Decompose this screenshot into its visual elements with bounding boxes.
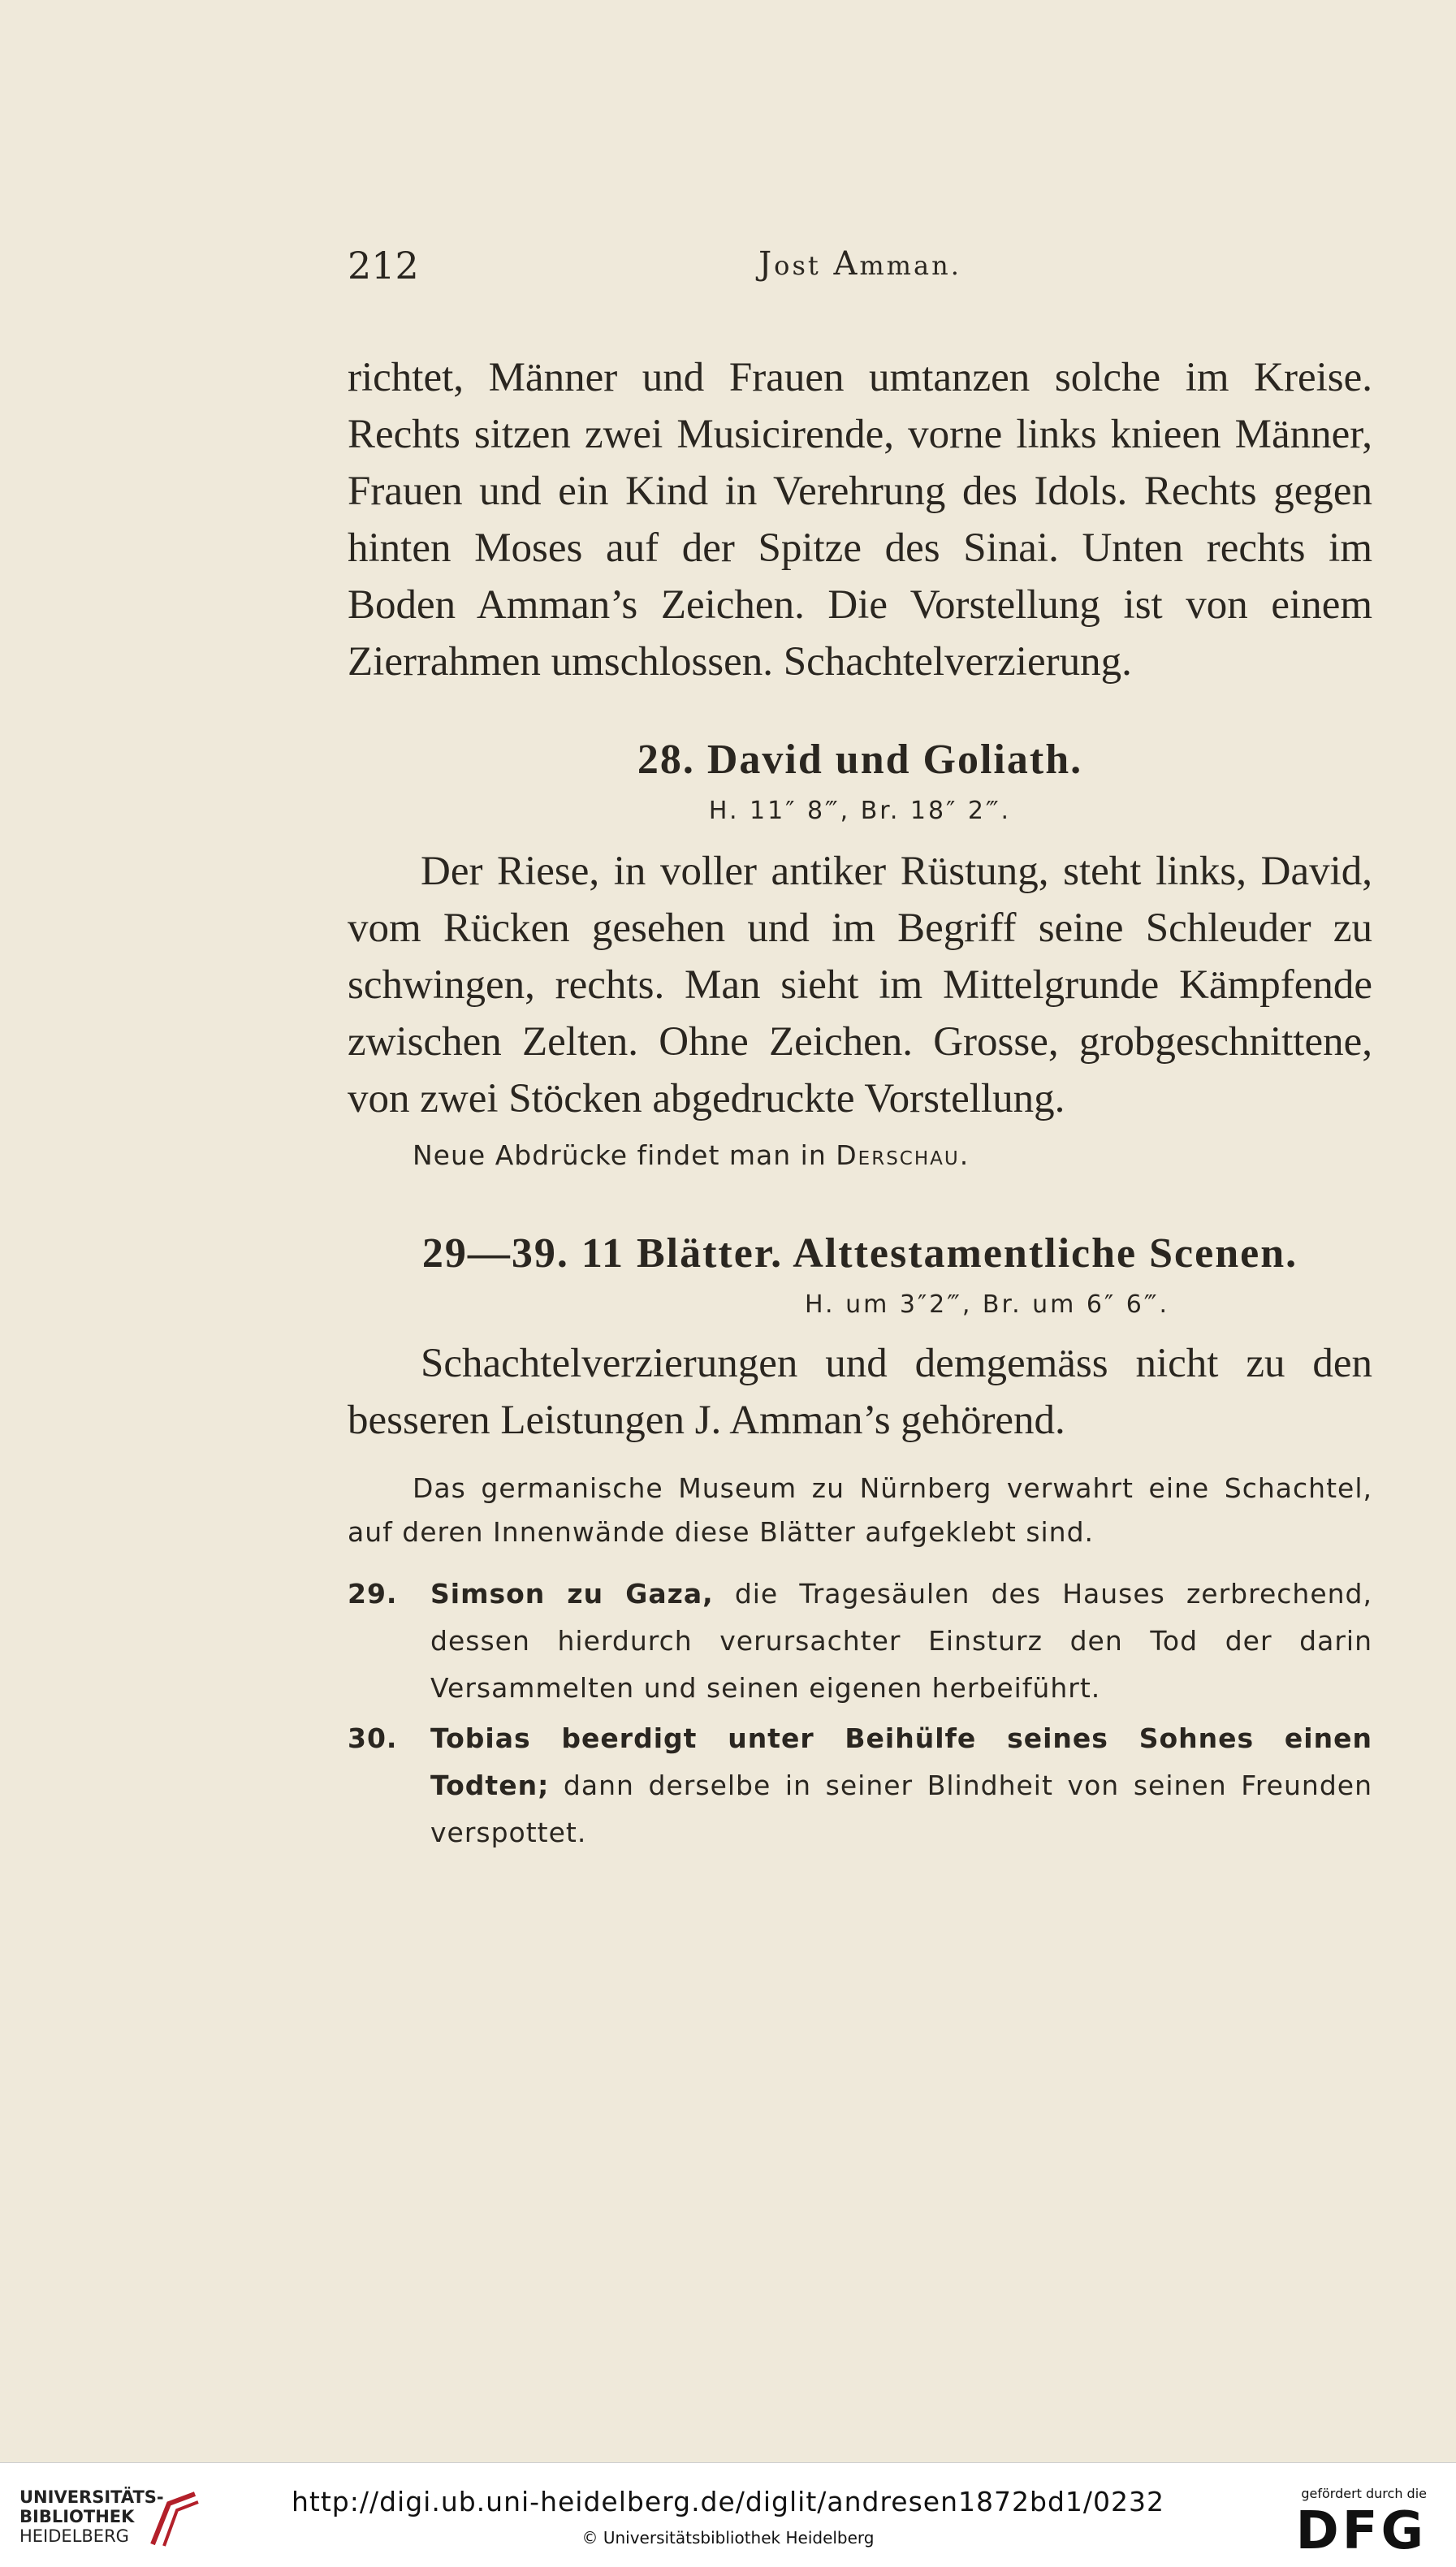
entry-29-39-heading: 29—39. 11 Blätter. Alttestamentliche Scenen. bbox=[421, 1230, 1298, 1277]
entry-29-39-dimensions: H. um 3″2‴, Br. um 6″ 6‴. bbox=[805, 1290, 1169, 1319]
item-text: die Tragesäulen des Hauses zerbrechend, dessen hierdurch verursachter Einsturz den Tod der darin Versammelten und seinen eigenen herbeiführt. bbox=[430, 1578, 1372, 1704]
entry-28-dimensions: H. 11″ 8‴, Br. 18″ 2‴. bbox=[708, 797, 1012, 825]
continued-paragraph: richtet, Männer und Frauen umtanzen solche im Kreise. Rechts sitzen zwei Musicirende, vorne links knieen Männer, Frauen und ein Kind in Verehrung des Idols. Rechts gegen hinten Moses auf der Spitze des Sinai. Unten rechts im Boden Amman’s Zeichen. Die Vorstellung ist von einem Zierrahmen umschlossen. Schachtelverzierung. bbox=[348, 355, 1372, 685]
funding-note: gefördert durch die bbox=[1301, 2486, 1427, 2501]
copyright-notice: © Universitätsbibliothek Heidelberg bbox=[581, 2528, 875, 2548]
entry-28-paragraph: Der Riese, in voller antiker Rüstung, steht links, David, vom Rücken gesehen und im Begriff seine Schleuder zu schwingen, rechts. Man sieht im Mittelgrunde Kämpfende zwischen Zelten. Ohne Zeichen. Grosse, grobgeschnittene, von zwei Stöcken abgedruckte Vorstellung. bbox=[348, 849, 1372, 1121]
item-number: 29. bbox=[348, 1578, 398, 1610]
entry-29-39-note: Das germanische Museum zu Nürnberg verwahrt eine Schachtel, auf deren Innenwände diese Blätter aufgeklebt sind. bbox=[348, 1472, 1372, 1548]
running-title: Jost Amman. bbox=[758, 245, 961, 283]
author-name: Derschau. bbox=[836, 1139, 970, 1171]
entry-28-heading: 28. David und Goliath. bbox=[637, 737, 1083, 783]
permalink-url[interactable]: http://digi.ub.uni-heidelberg.de/diglit/andresen1872bd1/0232 bbox=[292, 2486, 1164, 2517]
dfg-logo[interactable]: DFG bbox=[1295, 2501, 1427, 2561]
page-header bbox=[348, 244, 1372, 292]
list-item bbox=[348, 1571, 1372, 1712]
item-title: Simson zu Gaza, bbox=[430, 1578, 714, 1610]
item-title: Tobias beerdigt unter Beihülfe seines Sohnes einen Todten; bbox=[430, 1722, 1372, 1801]
page-number: 212 bbox=[348, 244, 419, 287]
viewer-footer bbox=[0, 2462, 1456, 2567]
entry-28-note: Neue Abdrücke findet man in Derschau. bbox=[413, 1139, 970, 1171]
entry-29-39-paragraph: Schachtelverzierungen und demgemäss nicht zu den besseren Leistungen J. Amman’s gehörend. bbox=[348, 1341, 1372, 1443]
list-item bbox=[348, 1715, 1372, 1856]
item-number: 30. bbox=[348, 1722, 398, 1754]
item-text: dann derselbe in seiner Blindheit von seinen Freunden verspottet. bbox=[430, 1770, 1372, 1848]
library-name[interactable]: UNIVERSITÄTS- BIBLIOTHEK HEIDELBERG bbox=[19, 2487, 164, 2546]
page-body bbox=[348, 349, 1372, 1856]
